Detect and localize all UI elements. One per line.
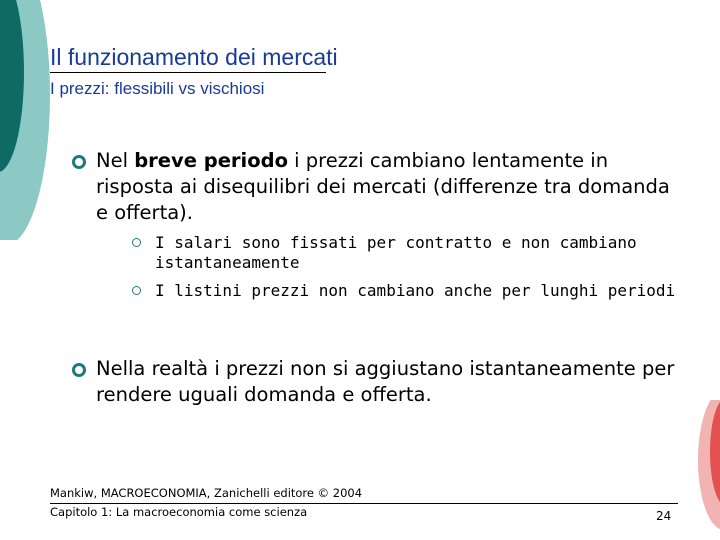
sub-bullet-ring-icon (132, 238, 141, 247)
bullet-ring-icon (72, 363, 86, 377)
sub-bullet-price-lists: I listini prezzi non cambiano anche per lunghi periodi (155, 281, 676, 300)
bullet-reality: Nella realtà i prezzi non si aggiustano istantaneamente per rendere uguali domanda e offerta. (96, 357, 675, 406)
decorative-corner-left (0, 0, 60, 240)
bullet-text-pre: Nel (96, 149, 135, 172)
bullet-ring-icon (72, 155, 86, 169)
slide-title: Il funzionamento dei mercati (50, 44, 338, 70)
bullet-text-post: i prezzi cambiano lentamente in risposta ai disequilibri dei mercati (differenze tra domanda e offerta). (96, 149, 670, 224)
title-underline (50, 72, 326, 73)
sub-bullet-ring-icon (132, 286, 141, 295)
bullet-text-bold: breve periodo (134, 149, 288, 172)
decorative-corner-right (680, 400, 720, 540)
sub-bullet-wages: I salari sono fissati per contratto e non cambiano istantaneamente (155, 233, 637, 272)
footer-divider (50, 503, 678, 504)
footer-chapter: Capitolo 1: La macroeconomia come scienza (50, 505, 308, 519)
bullet-short-run (96, 148, 686, 226)
footer-credit: Mankiw, MACROECONOMIA, Zanichelli editore © 2004 (50, 486, 363, 500)
page-number: 24 (656, 509, 672, 523)
slide-subtitle: I prezzi: flessibili vs vischiosi (50, 79, 265, 98)
